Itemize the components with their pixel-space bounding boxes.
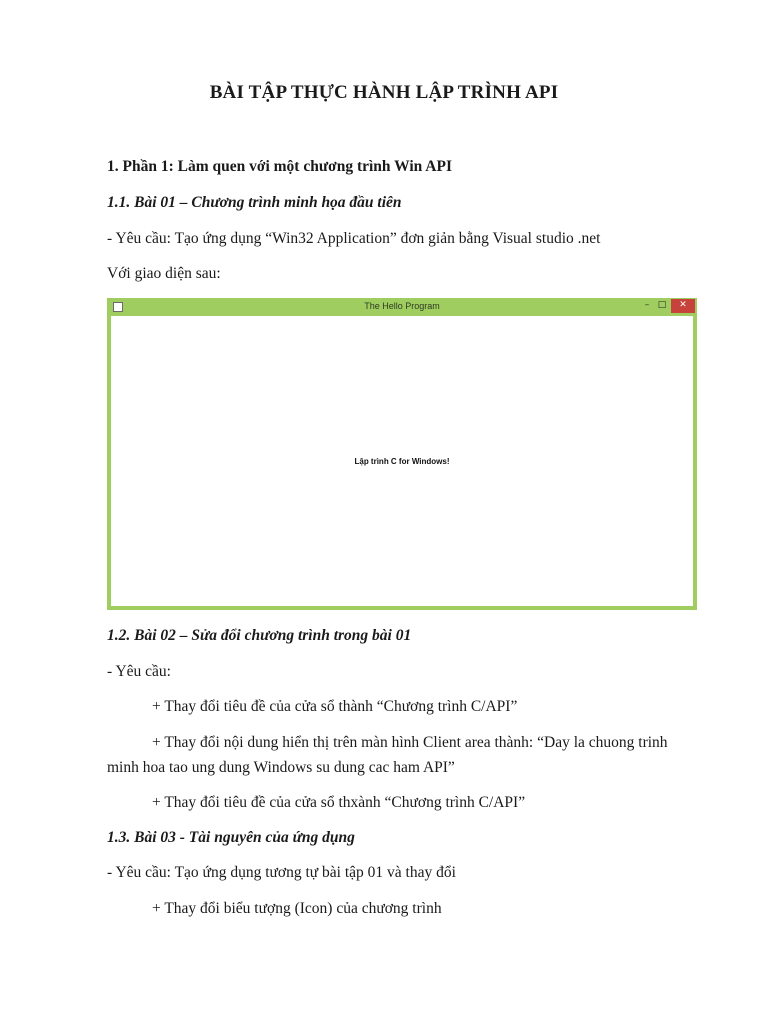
exercise-3-requirement: - Yêu cầu: Tạo ứng dụng tương tự bài tập 01 và thay đổi [107, 864, 456, 881]
exercise-1-interface-intro: Với giao diện sau: [107, 265, 221, 282]
exercise-2-item-1: + Thay đổi tiêu đề của cửa sổ thành “Chương trình C/API” [152, 698, 518, 715]
exercise-3-item-1: + Thay đổi biểu tượng (Icon) của chương trình [152, 900, 442, 917]
exercise-2-item-3: + Thay đổi tiêu đề của cửa sổ thxành “Chương trình C/API” [152, 794, 526, 811]
hello-program-window-screenshot [107, 298, 697, 610]
client-area-text: Lập trình C for Windows! [354, 457, 450, 466]
window-client-area [111, 316, 693, 606]
exercise-2-requirement: - Yêu cầu: [107, 663, 171, 680]
close-icon: ✕ [671, 299, 695, 313]
document-title: BÀI TẬP THỰC HÀNH LẬP TRÌNH API [209, 82, 559, 103]
exercise-2-heading: 1.2. Bài 02 – Sửa đổi chương trình trong bài 01 [107, 627, 412, 644]
exercise-1-heading: 1.1. Bài 01 – Chương trình minh họa đầu tiên [107, 194, 402, 211]
maximize-icon: □ [657, 300, 667, 310]
section-1-heading: 1. Phần 1: Làm quen với một chương trình Win API [107, 158, 452, 175]
window-title: The Hello Program [364, 301, 440, 311]
exercise-2-item-2-line-1: + Thay đổi nội dung hiển thị trên màn hình Client area thành: “Day la chuong trinh [152, 734, 668, 751]
exercise-3-heading: 1.3. Bài 03 - Tài nguyên của ứng dụng [107, 829, 355, 846]
window-titlebar [107, 298, 697, 316]
minimize-icon: – [644, 300, 650, 310]
exercise-1-requirement: - Yêu cầu: Tạo ứng dụng “Win32 Application” đơn giản bằng Visual studio .net [107, 230, 601, 247]
exercise-2-item-2-line-2: minh hoa tao ung dung Windows su dung cac ham API” [107, 759, 455, 776]
